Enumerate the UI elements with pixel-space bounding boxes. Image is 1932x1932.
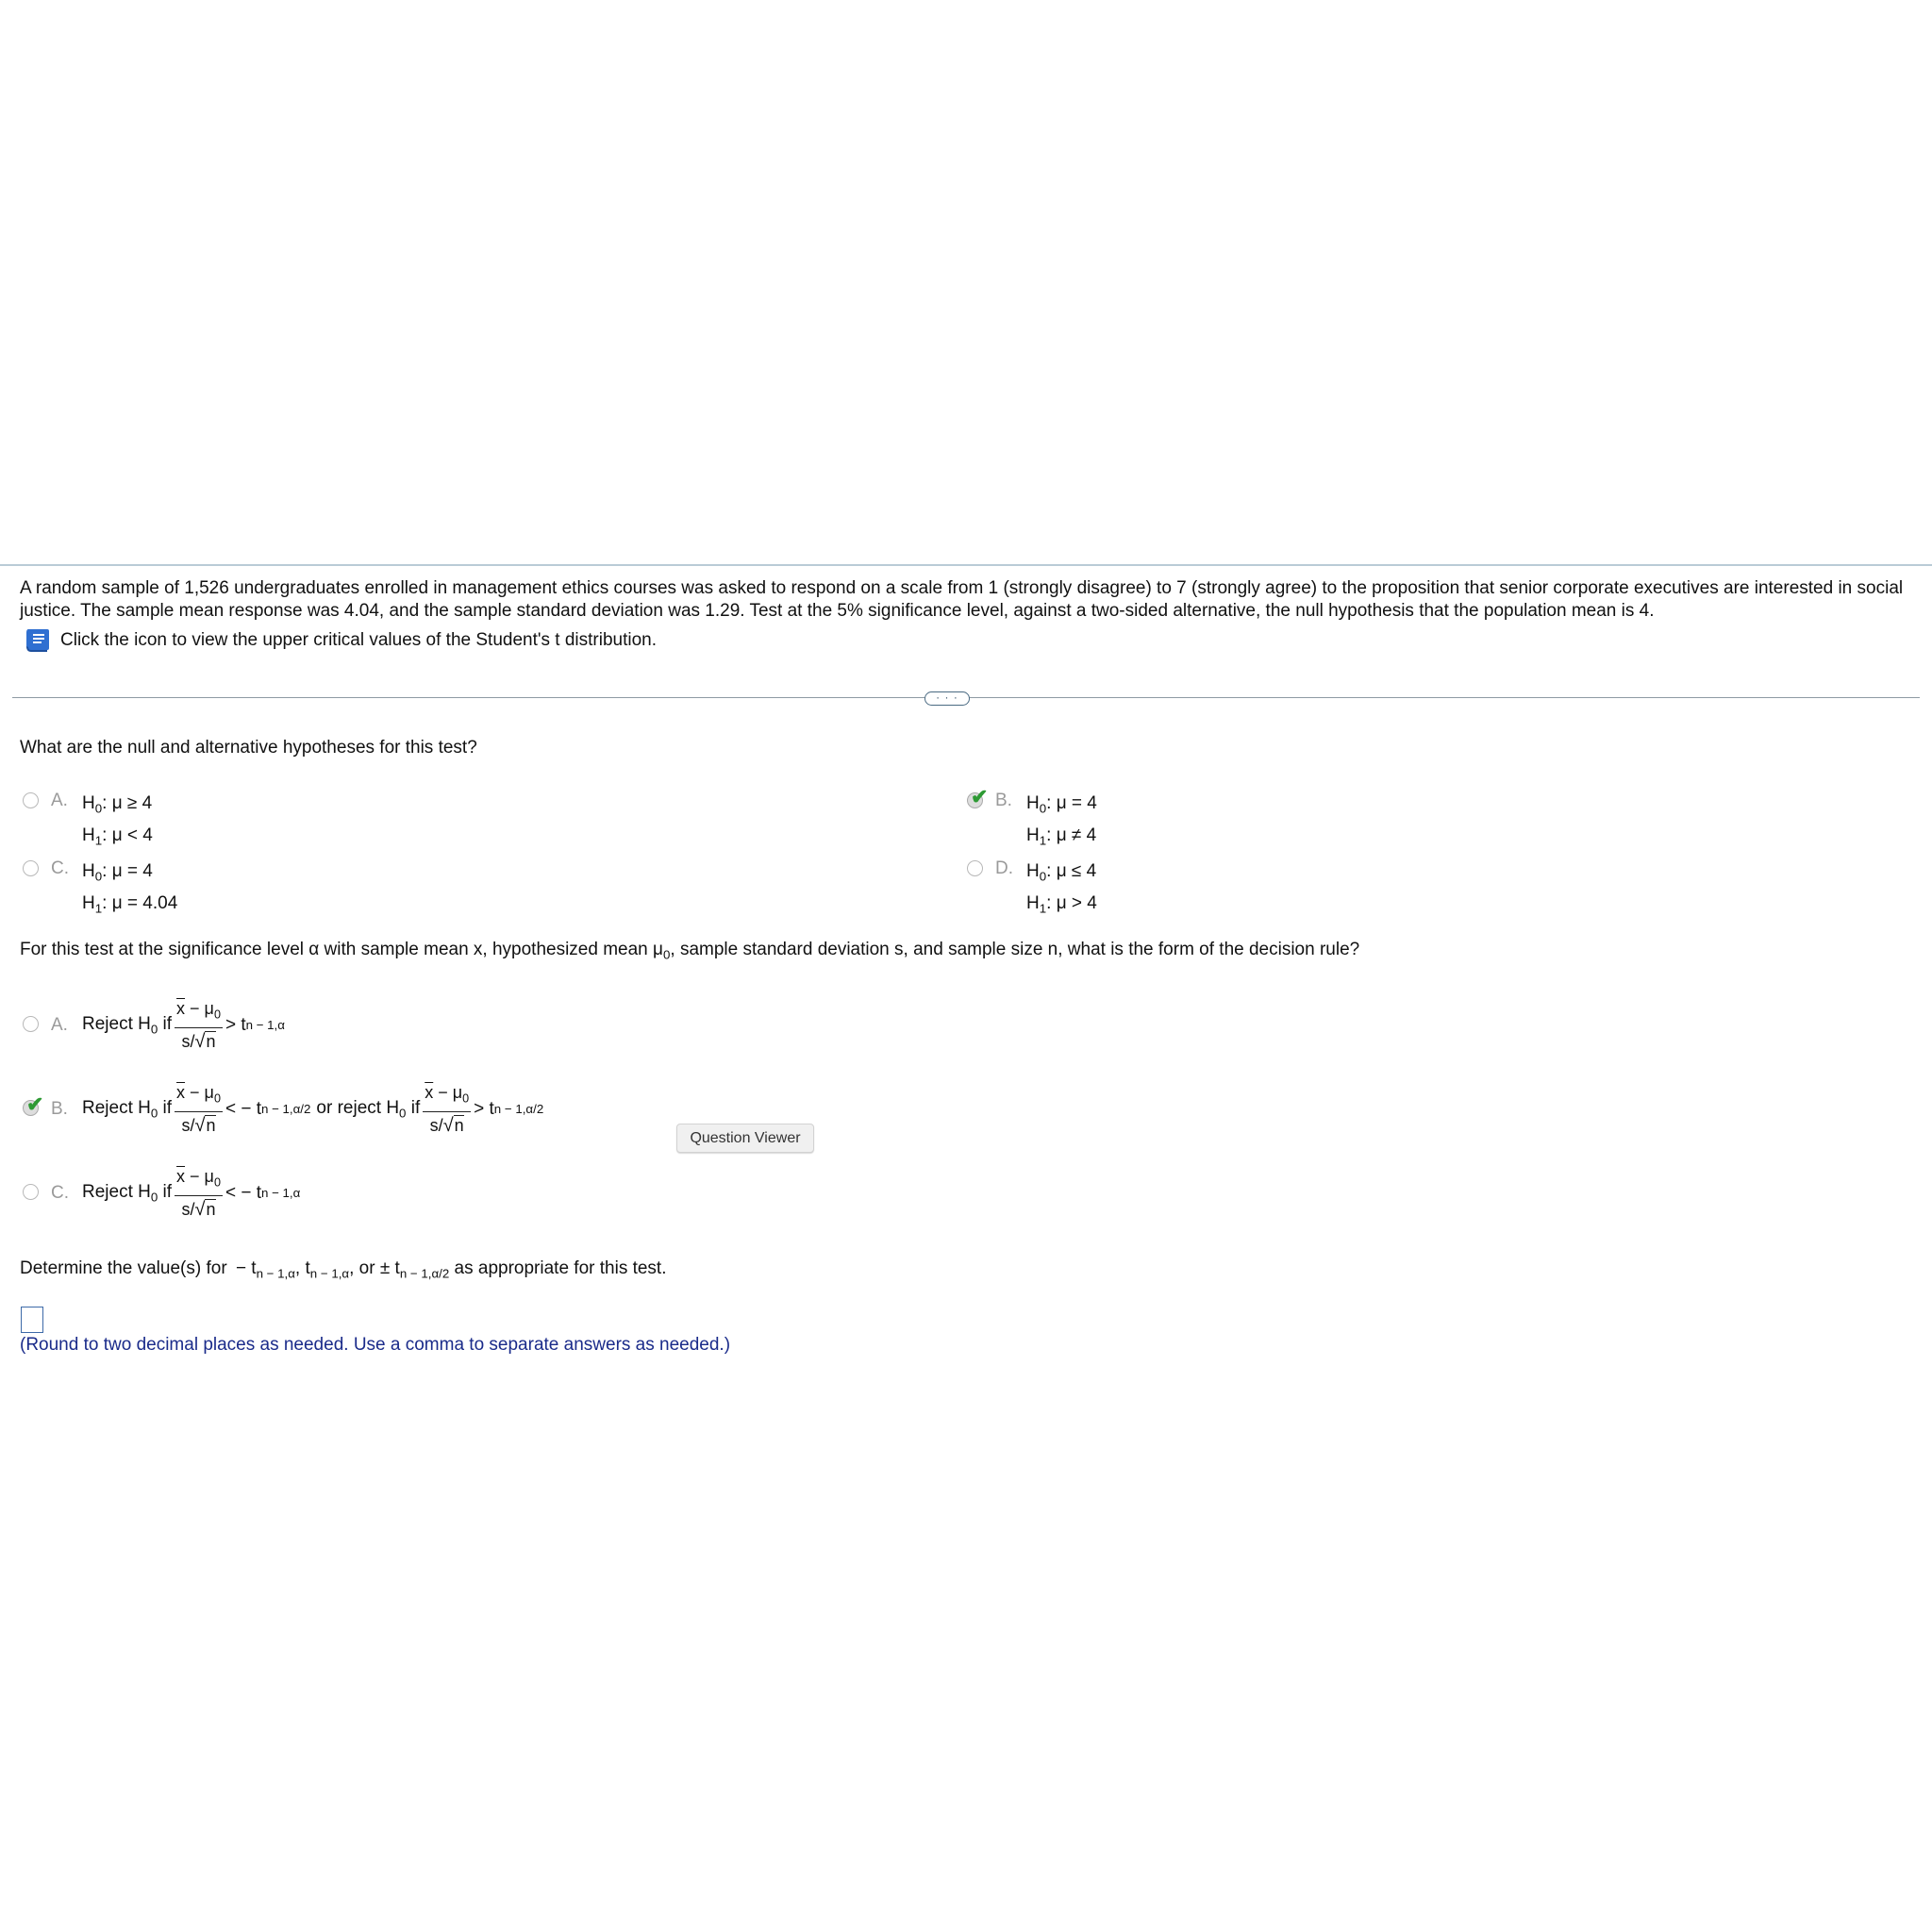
test-statistic-fraction: $\frac{\overline{x} - \mu_0}{s/√n}$ (176, 1083, 221, 1137)
inequality-upper: > t (474, 1098, 494, 1119)
or-reject-label: or reject $H_0$ if (316, 1097, 421, 1121)
answer-input[interactable] (21, 1307, 43, 1333)
radio-button[interactable] (23, 1016, 39, 1032)
inequality: < − t (225, 1182, 261, 1203)
reject-label: Reject $H_0$ if (82, 1097, 173, 1121)
rounding-note: (Round to two decimal places as needed. Use a comma to separate answers as needed.) (20, 1335, 731, 1355)
q2-option-b[interactable] (23, 1082, 543, 1136)
q1-option-b[interactable]: ✔ B. $H_0$: μ = 4 $H_1$: μ ≠ 4 (967, 791, 1097, 854)
q3-question: Determine the value(s) for − $t_{n - 1,\alpha}$, $t_{n - 1,\alpha}$, or ± $t_{n - 1,\alpha/2}$ as appropriate for this test. (20, 1258, 667, 1281)
t3-subscript: n − 1,α/2 (399, 1266, 450, 1281)
h0-text: μ ≤ 4 (1056, 861, 1097, 881)
question-viewer-button[interactable]: Question Viewer (676, 1124, 814, 1153)
q1-option-c[interactable]: C. $H_0$: μ = 4 $H_1$: μ = 4.04 (23, 858, 177, 922)
h1-text: μ > 4 (1056, 892, 1097, 913)
test-statistic-fraction: $\frac{\overline{x} - \mu_0}{s/√n}$ (176, 1167, 221, 1221)
h1-text: μ < 4 (111, 824, 153, 845)
radio-button[interactable] (23, 792, 39, 808)
q2-question: For this test at the significance level α with sample mean x, hypothesized mean $\mu_0$, sample standard deviation s, and sample size n, what is the form of the decision rule? (20, 940, 1360, 962)
book-icon[interactable] (23, 627, 51, 654)
q2-option-a[interactable] (23, 998, 285, 1052)
q2-option-c[interactable] (23, 1166, 300, 1220)
h0-text: μ ≥ 4 (111, 793, 153, 813)
h1-text: μ = 4.04 (111, 892, 178, 913)
radio-button[interactable] (23, 1184, 39, 1200)
t1: − t (235, 1258, 257, 1278)
h0-text: μ = 4 (111, 861, 153, 881)
hint-row[interactable] (23, 626, 657, 655)
radio-button[interactable] (967, 860, 983, 876)
hint-text[interactable]: Click the icon to view the upper critical values of the Student's t distribution. (60, 630, 658, 650)
inequality: > t (225, 1014, 246, 1035)
h1-text: μ ≠ 4 (1056, 824, 1097, 845)
t2-subscript: n − 1,α (309, 1266, 350, 1281)
critical-subscript: n − 1,α (260, 1186, 301, 1201)
option-letter: B. (51, 1098, 68, 1119)
test-statistic-fraction: $\frac{\overline{x} - \mu_0}{s/√n}$ (425, 1083, 470, 1137)
top-divider (0, 564, 1932, 566)
q3-suffix: as appropriate for this test. (454, 1258, 667, 1278)
expand-button[interactable]: · · · (924, 691, 970, 706)
t2: t (305, 1258, 310, 1278)
critical-subscript: n − 1,α/2 (260, 1102, 311, 1117)
critical-subscript: n − 1,α/2 (493, 1102, 544, 1117)
test-statistic-fraction: $\frac{\overline{x} - \mu_0}{s/√n}$ (176, 999, 221, 1053)
option-letter: D. (995, 858, 1013, 878)
option-letter: A. (51, 791, 68, 810)
check-icon: ✔ (26, 1091, 44, 1116)
radio-button[interactable] (23, 860, 39, 876)
option-letter: C. (51, 1182, 69, 1203)
inequality-lower: < − t (225, 1098, 261, 1119)
q2-question-part-b: , sample standard deviation s, and sample size n, what is the form of the decision rule? (670, 940, 1360, 959)
or-text: or (358, 1258, 375, 1278)
critical-subscript: n − 1,α (245, 1018, 285, 1033)
reject-label: Reject $H_0$ if (82, 1181, 173, 1205)
q3-prefix: Determine the value(s) for (20, 1258, 227, 1278)
q2-question-part-a: For this test at the significance level α with sample mean x, hypothesized mean μ (20, 940, 663, 959)
option-letter: A. (51, 1014, 68, 1035)
q1-question: What are the null and alternative hypotheses for this test? (20, 738, 477, 758)
q1-option-d[interactable]: D. $H_0$: μ ≤ 4 $H_1$: μ > 4 (967, 858, 1097, 922)
option-letter: B. (995, 791, 1012, 810)
reject-label: Reject $H_0$ if (82, 1013, 173, 1037)
q1-option-a[interactable]: A. $H_0$: μ ≥ 4 $H_1$: μ < 4 (23, 791, 153, 854)
problem-statement: A random sample of 1,526 undergraduates enrolled in management ethics courses was asked to respond on a scale from 1 (strongly disagree) to 7 (strongly agree) to the proposition that senior corporate executives are interested in social justice. The sample mean response was 4.04, and the sample standard deviation was 1.29. Test at the 5% significance level, against a two-sided alternative, the null hypothesis that the population mean is 4. (20, 578, 1904, 621)
t1-subscript: n − 1,α (256, 1266, 295, 1281)
h0-text: μ = 4 (1056, 793, 1097, 813)
check-icon: ✔ (971, 785, 989, 808)
t3: ± t (379, 1258, 400, 1278)
option-letter: C. (51, 858, 69, 878)
